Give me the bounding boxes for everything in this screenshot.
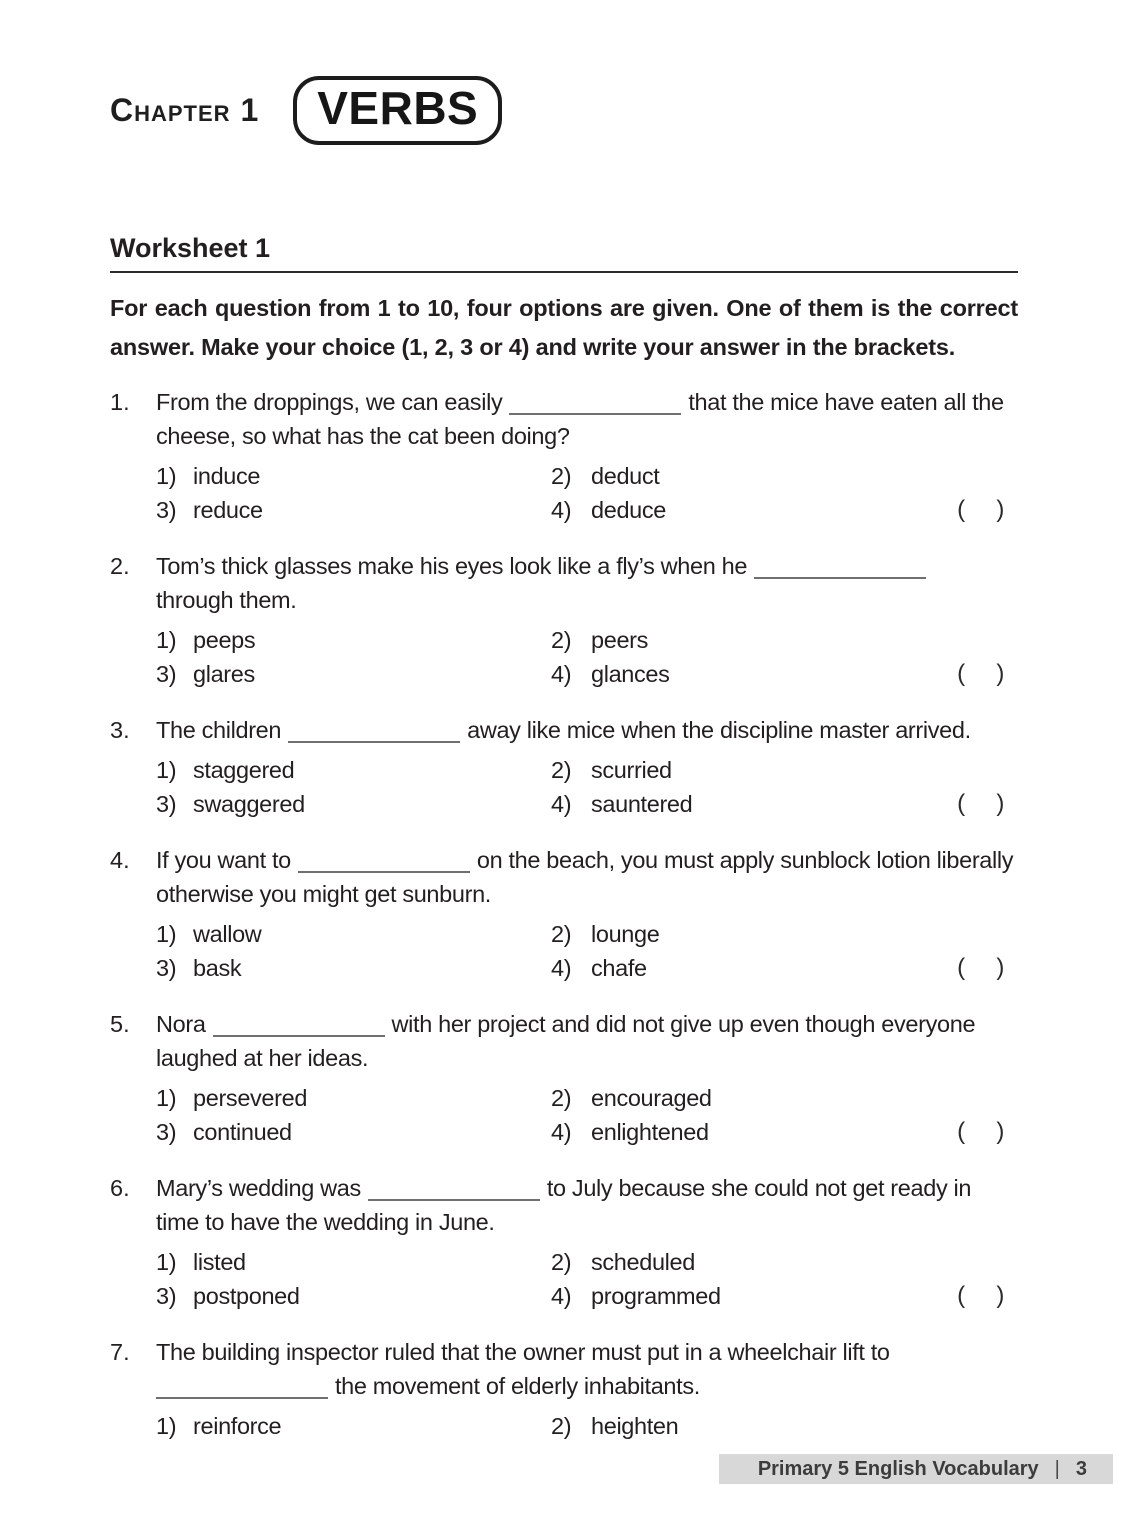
option-label: heighten [591,1413,679,1439]
options-grid [156,459,1018,527]
question-text [156,1007,1018,1075]
question-text [156,843,1018,911]
option-label: scurried [591,757,672,783]
question-text [156,1171,1018,1239]
answer-brackets: ( ) [957,1118,1004,1145]
option-number: 1) [156,463,177,489]
answer-blank [754,552,926,579]
options-grid [156,1081,1018,1149]
answer-blank [213,1010,385,1037]
option-number: 3) [156,661,177,687]
option-label: peers [591,627,649,653]
question-text [156,385,1018,453]
option-label: encouraged [591,1085,712,1111]
option-label: peeps [193,627,256,653]
option-label: wallow [193,921,262,947]
option-number: 2) [551,1249,572,1275]
options-grid [156,623,1018,691]
option-number: 2) [551,921,572,947]
option-label: chafe [591,955,647,981]
option-number: 2) [551,1413,572,1439]
question-text-before: The building inspector ruled that the owner must put in a wheelchair lift to [156,1339,890,1365]
option-number: 4) [551,1119,572,1145]
option-label: bask [193,955,242,981]
answer-brackets: ( ) [957,660,1004,687]
question-text-after: the movement of elderly inhabitants. [335,1373,700,1399]
option-label: persevered [193,1085,308,1111]
option-number: 3) [156,791,177,817]
option-number: 4) [551,1283,572,1309]
question-text-before: Tom’s thick glasses make his eyes look like a fly’s when he [156,553,748,579]
option-label: reduce [193,497,263,523]
worksheet-title: Worksheet 1 [110,233,1018,273]
question-text-before: The children [156,717,282,743]
option-number: 2) [551,627,572,653]
question-body [156,1335,1018,1443]
option-label: swaggered [193,791,305,817]
option-number: 1) [156,757,177,783]
question-text-after: through them. [156,587,297,613]
question-text-before: From the droppings, we can easily [156,389,503,415]
question-text-after: that the mice have eaten all the cheese, so what has the cat been doing? [156,389,1004,449]
question [110,549,1018,691]
option-label: scheduled [591,1249,695,1275]
question-number: 4. [110,847,130,873]
question-text-before: Nora [156,1011,206,1037]
option-number: 1) [156,1085,177,1111]
answer-blank [288,716,460,743]
chapter-title-box: VERBS [293,76,502,145]
answer-blank [298,846,470,873]
option-number: 4) [551,497,572,523]
question-text [156,1335,1018,1403]
question-text-before: If you want to [156,847,291,873]
question-text-after: to July because she could not get ready in time to have the wedding in June. [156,1175,972,1235]
answer-brackets: ( ) [957,790,1004,817]
option-label: continued [193,1119,292,1145]
question-body [156,1007,1018,1149]
question-text-after: on the beach, you must apply sunblock lotion liberally otherwise you might get sunburn. [156,847,1014,907]
option-label: induce [193,463,261,489]
options-grid [156,1409,1018,1443]
question-body [156,713,1018,821]
option-label: sauntered [591,791,693,817]
options-grid [156,1245,1018,1313]
chapter-label: Chapter 1 [110,92,260,128]
worksheet-instructions: For each question from 1 to 10, four options are given. One of them is the correct answer. Make your choice (1, 2, 3 or 4) and write your answer in the brackets. [110,295,1018,360]
question-list [110,385,1018,1443]
option-number: 4) [551,791,572,817]
question [110,1007,1018,1149]
page-footer [719,1454,1113,1484]
question-number: 2. [110,553,130,579]
options-grid [156,917,1018,985]
question-number: 7. [110,1339,130,1365]
option-number: 4) [551,955,572,981]
question-text [156,549,1018,617]
question-number: 6. [110,1175,130,1201]
option-label: lounge [591,921,660,947]
option-label: deduct [591,463,660,489]
answer-blank [368,1174,540,1201]
option-number: 1) [156,627,177,653]
question-text-after: away like mice when the discipline master arrived. [467,717,971,743]
option-number: 1) [156,921,177,947]
option-number: 4) [551,661,572,687]
question-text-after: with her project and did not give up even though everyone laughed at her ideas. [156,1011,976,1071]
answer-brackets: ( ) [957,1282,1004,1309]
question [110,1335,1018,1443]
option-number: 3) [156,955,177,981]
option-label: listed [193,1249,246,1275]
answer-brackets: ( ) [957,496,1004,523]
option-label: glares [193,661,255,687]
option-number: 3) [156,1283,177,1309]
answer-blank [156,1372,328,1399]
footer-page-number: 3 [1075,1457,1087,1480]
option-label: deduce [591,497,666,523]
question-body [156,1171,1018,1313]
option-label: enlightened [591,1119,709,1145]
option-label: glances [591,661,670,687]
option-number: 2) [551,1085,572,1111]
question [110,1171,1018,1313]
option-label: reinforce [193,1413,282,1439]
question-number: 3. [110,717,130,743]
footer-divider: | [1054,1457,1060,1480]
question [110,843,1018,985]
option-number: 3) [156,1119,177,1145]
question-body [156,385,1018,527]
question-body [156,843,1018,985]
option-number: 1) [156,1249,177,1275]
question-text [156,713,1018,747]
option-number: 2) [551,463,572,489]
answer-blank [509,388,681,415]
answer-brackets: ( ) [957,954,1004,981]
question [110,713,1018,821]
options-grid [156,753,1018,821]
question-text-before: Mary’s wedding was [156,1175,361,1201]
question [110,385,1018,527]
option-number: 2) [551,757,572,783]
chapter-header [110,76,1018,145]
footer-book-title: Primary 5 English Vocabulary [757,1457,1039,1480]
question-number: 5. [110,1011,130,1037]
option-number: 1) [156,1413,177,1439]
question-body [156,549,1018,691]
question-number: 1. [110,389,130,415]
option-label: postponed [193,1283,300,1309]
option-label: staggered [193,757,295,783]
option-label: programmed [591,1283,721,1309]
option-number: 3) [156,497,177,523]
